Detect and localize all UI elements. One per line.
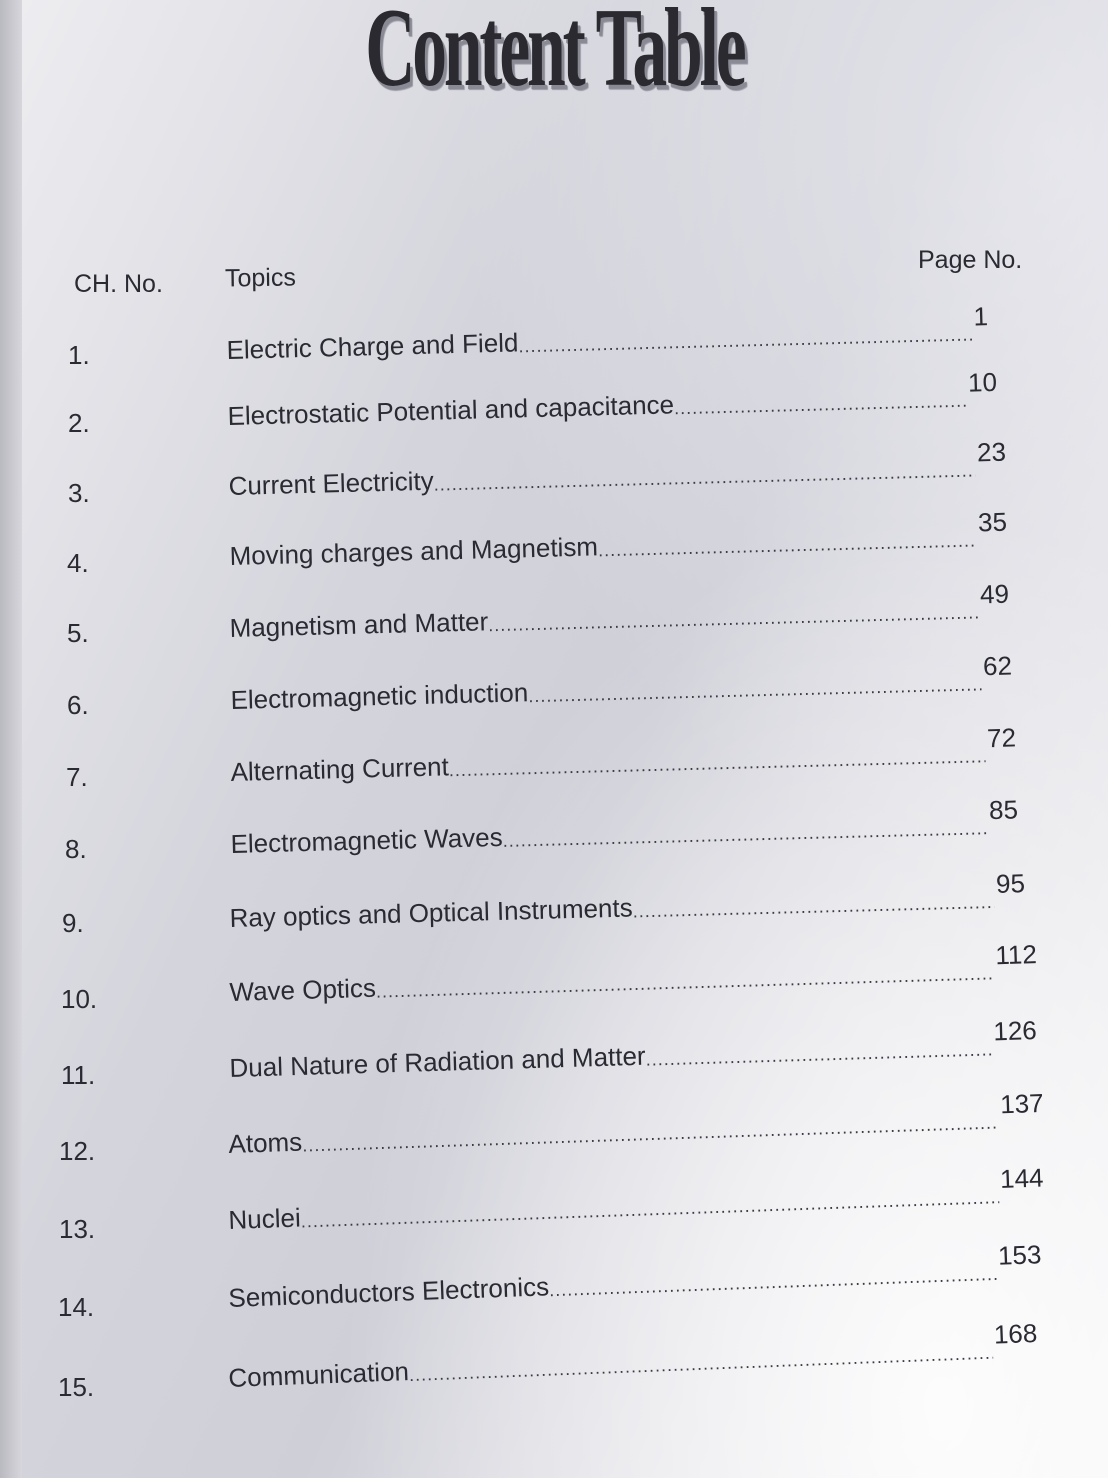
chapter-number: 3.	[68, 478, 90, 508]
page-number-header: Page No.	[918, 246, 1023, 274]
chapter-page-number: 126	[992, 1015, 1038, 1047]
page-title: Content Table	[365, 0, 744, 110]
toc-entry	[227, 1239, 1043, 1314]
chapter-number: 11.	[61, 1060, 96, 1090]
dot-leader	[409, 1344, 993, 1387]
dot-leader	[502, 819, 987, 853]
toc-entry	[229, 868, 1026, 934]
toc-entry	[229, 506, 1008, 572]
dot-leader	[518, 325, 972, 358]
chapter-page-number: 153	[997, 1239, 1042, 1271]
chapter-page-number: 62	[982, 650, 1013, 682]
toc-entry	[229, 1015, 1038, 1084]
toc-entry	[227, 1317, 1038, 1394]
dot-leader	[449, 747, 986, 782]
dot-leader	[528, 675, 982, 708]
chapter-page-number: 35	[977, 506, 1008, 538]
dot-leader	[302, 1113, 999, 1157]
chapter-number: 10.	[61, 984, 98, 1014]
chapter-page-number: 168	[993, 1317, 1038, 1350]
chapter-topic: Ray optics and Optical Instruments	[229, 892, 634, 934]
chapter-topic: Alternating Current	[230, 751, 450, 788]
chapter-topic: Electric Charge and Field	[226, 327, 519, 366]
chapter-topic: Electrostatic Potential and capacitance	[227, 389, 675, 432]
toc-entry	[227, 366, 998, 432]
toc-entry	[227, 1162, 1045, 1236]
chapter-page-number: 144	[999, 1162, 1044, 1195]
chapter-number: 12.	[59, 1136, 96, 1166]
chapter-number: 14.	[58, 1292, 95, 1322]
toc-entry	[230, 722, 1017, 788]
chapter-topic: Wave Optics	[229, 972, 377, 1008]
chapter-topic: Current Electricity	[228, 465, 435, 502]
chapter-topic: Electromagnetic induction	[230, 677, 529, 716]
dot-leader	[376, 964, 994, 1003]
chapter-topic: Semiconductors Electronics	[227, 1271, 550, 1314]
chapter-number: 15.	[58, 1372, 95, 1402]
chapter-number: 9.	[62, 908, 84, 938]
chapter-page-number: 95	[995, 868, 1026, 899]
dot-leader	[300, 1188, 999, 1233]
chapter-page-number: 137	[999, 1087, 1045, 1120]
chapter-number: 4.	[67, 548, 89, 578]
chapter-page-number: 49	[979, 578, 1010, 610]
chapter-topic: Communication	[227, 1356, 410, 1394]
dot-leader	[549, 1265, 997, 1302]
chapter-number-header: CH. No.	[74, 270, 163, 298]
toc-entry	[227, 1087, 1045, 1160]
chapter-topic: Nuclei	[227, 1202, 302, 1236]
chapter-topic: Dual Nature of Radiation and Matter	[229, 1040, 647, 1084]
chapter-page-number: 72	[986, 722, 1017, 754]
toc-entry	[229, 939, 1038, 1008]
toc-entry	[228, 436, 1007, 502]
chapter-number: 6.	[67, 690, 89, 720]
chapter-number: 8.	[65, 834, 87, 864]
dot-leader	[434, 461, 976, 496]
chapter-topic: Atoms	[227, 1126, 303, 1160]
chapter-number: 7.	[66, 762, 88, 792]
dot-leader	[674, 392, 967, 421]
chapter-number: 1.	[68, 340, 90, 370]
chapter-topic: Moving charges and Magnetism	[229, 531, 599, 572]
page-edge-shadow	[0, 0, 22, 1478]
chapter-topic: Magnetism and Matter	[229, 606, 489, 644]
chapter-topic: Electromagnetic Waves	[230, 821, 504, 860]
chapter-number: 13.	[59, 1214, 96, 1244]
chapter-number: 5.	[67, 618, 89, 648]
toc-entry	[226, 301, 989, 366]
chapter-number: 2.	[68, 408, 90, 438]
dot-leader	[632, 893, 994, 923]
topics-header: Topics	[224, 263, 297, 293]
dot-leader	[488, 603, 979, 637]
dot-leader	[598, 531, 977, 562]
toc-entry	[230, 650, 1013, 716]
chapter-page-number: 23	[976, 436, 1007, 468]
chapter-page-number: 10	[967, 366, 998, 398]
toc-entry	[230, 794, 1019, 860]
chapter-page-number: 1	[973, 301, 989, 332]
dot-leader	[645, 1040, 992, 1071]
chapter-page-number: 112	[994, 939, 1038, 971]
toc-entry	[229, 578, 1010, 644]
chapter-page-number: 85	[988, 794, 1019, 826]
